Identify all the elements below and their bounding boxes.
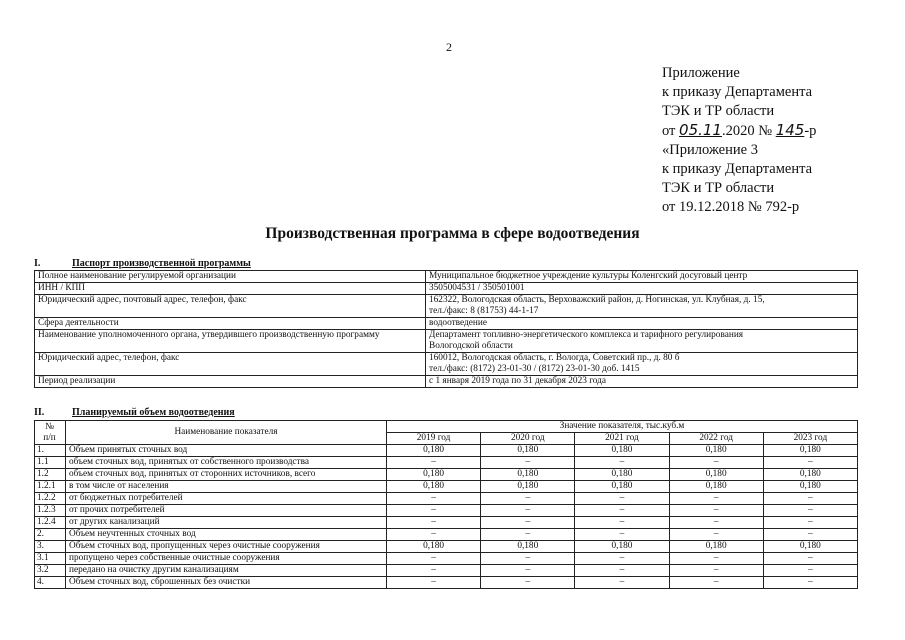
- row-value: 0,180: [575, 469, 669, 481]
- appendix-block: [662, 64, 816, 217]
- row-value: –: [763, 553, 857, 565]
- row-value: –: [575, 565, 669, 577]
- volume-table: [34, 420, 858, 589]
- row-value: 0,180: [481, 469, 575, 481]
- row-number: 3.2: [35, 565, 66, 577]
- passport-value: [426, 271, 858, 283]
- row-value: –: [763, 517, 857, 529]
- number-suffix: -р: [804, 123, 817, 139]
- row-value: –: [763, 565, 857, 577]
- appendix-line: ТЭК и ТР области: [662, 180, 775, 196]
- passport-value: [426, 353, 858, 376]
- handwritten-date: 05.11: [679, 121, 722, 139]
- row-value: 0,180: [763, 469, 857, 481]
- row-number: 3.: [35, 541, 66, 553]
- passport-label: Юридический адрес, телефон, факс: [35, 353, 426, 376]
- row-value: 0,180: [575, 481, 669, 493]
- header-year: 2023 год: [763, 433, 857, 445]
- row-value: 0,180: [575, 445, 669, 457]
- row-name: от бюджетных потребителей: [66, 493, 387, 505]
- passport-label: Сфера деятельности: [35, 318, 426, 330]
- row-value: –: [575, 457, 669, 469]
- passport-row: [35, 295, 858, 318]
- row-name: передано на очистку другим канализациям: [66, 565, 387, 577]
- passport-row: [35, 330, 858, 353]
- row-value: –: [669, 505, 763, 517]
- volume-row: [35, 469, 858, 481]
- row-number: 1.: [35, 445, 66, 457]
- section-number: I.: [34, 258, 41, 269]
- row-value: 0,180: [387, 469, 481, 481]
- appendix-line: ТЭК и ТР области: [662, 103, 775, 119]
- appendix-line: к приказу Департамента: [662, 161, 813, 177]
- passport-value-line: Муниципальное бюджетное учреждение культуры Коленгский досуговый центр: [429, 271, 748, 281]
- row-value: 0,180: [763, 445, 857, 457]
- section-title: Паспорт производственной программы: [72, 258, 251, 269]
- row-value: –: [481, 505, 575, 517]
- row-name: Объем неучтенных сточных вод: [66, 529, 387, 541]
- header-number: [35, 421, 66, 445]
- row-value: 0,180: [575, 541, 669, 553]
- row-number: 4.: [35, 577, 66, 589]
- passport-row: [35, 318, 858, 330]
- passport-value-line: тел./факс: 8 (81753) 44-1-17: [429, 306, 539, 316]
- volume-row: [35, 445, 858, 457]
- row-value: –: [669, 565, 763, 577]
- passport-value: [426, 283, 858, 295]
- row-value: –: [575, 553, 669, 565]
- row-number: 1.2: [35, 469, 66, 481]
- passport-value: [426, 376, 858, 388]
- row-value: 0,180: [387, 481, 481, 493]
- row-name: пропущено через собственные очистные сооружения: [66, 553, 387, 565]
- row-number: 1.1: [35, 457, 66, 469]
- row-number: 1.2.4: [35, 517, 66, 529]
- row-number: 1.2.3: [35, 505, 66, 517]
- row-value: 0,180: [669, 445, 763, 457]
- row-value: –: [387, 577, 481, 589]
- row-value: –: [481, 517, 575, 529]
- row-value: –: [387, 493, 481, 505]
- section-number: II.: [34, 407, 45, 418]
- row-value: –: [669, 517, 763, 529]
- section-2-heading: [34, 407, 235, 418]
- row-number: 2.: [35, 529, 66, 541]
- appendix-date-line: [662, 121, 816, 141]
- row-value: –: [387, 529, 481, 541]
- header-year: 2020 год: [481, 433, 575, 445]
- row-value: –: [481, 493, 575, 505]
- passport-row: [35, 283, 858, 295]
- header-number-line: п/п: [43, 432, 56, 443]
- row-value: –: [575, 517, 669, 529]
- row-number: 1.2.1: [35, 481, 66, 493]
- row-name: в том числе от населения: [66, 481, 387, 493]
- section-1-heading: [34, 258, 251, 269]
- row-value: –: [669, 553, 763, 565]
- row-value: 0,180: [669, 541, 763, 553]
- passport-value-line: 160012, Вологодская область, г. Вологда, Советский пр., д. 80 б: [429, 353, 680, 363]
- row-name: объем сточных вод, принятых от собственного производства: [66, 457, 387, 469]
- row-value: 0,180: [669, 481, 763, 493]
- row-value: –: [481, 565, 575, 577]
- passport-label: Полное наименование регулируемой организации: [35, 271, 426, 283]
- row-value: 0,180: [763, 541, 857, 553]
- passport-value-line: Вологодской области: [429, 341, 513, 351]
- row-value: –: [763, 457, 857, 469]
- passport-table: [34, 270, 858, 388]
- passport-row: [35, 376, 858, 388]
- header-values-title: Значение показателя, тыс.куб.м: [387, 421, 858, 433]
- handwritten-number: 145: [775, 121, 805, 139]
- row-name: Объем сточных вод, сброшенных без очистки: [66, 577, 387, 589]
- row-value: –: [481, 577, 575, 589]
- row-value: –: [387, 505, 481, 517]
- row-value: –: [763, 529, 857, 541]
- passport-label: ИНН / КПП: [35, 283, 426, 295]
- header-year: 2021 год: [575, 433, 669, 445]
- volume-row: [35, 505, 858, 517]
- row-value: 0,180: [481, 541, 575, 553]
- passport-value-line: Департамент топливно-энергетического комплекса и тарифного регулирования: [429, 330, 744, 340]
- row-value: –: [669, 529, 763, 541]
- row-value: –: [763, 493, 857, 505]
- row-value: 0,180: [763, 481, 857, 493]
- passport-label: Период реализации: [35, 376, 426, 388]
- row-name: Объем принятых сточных вод: [66, 445, 387, 457]
- header-number-line: №: [45, 421, 54, 432]
- row-number: 1.2.2: [35, 493, 66, 505]
- passport-value-line: 162322, Вологодская область, Верховажский район, д. Ногинская, ул. Клубная, д. 15,: [429, 295, 765, 305]
- row-value: –: [575, 505, 669, 517]
- row-value: –: [575, 529, 669, 541]
- row-value: –: [387, 565, 481, 577]
- volume-row: [35, 529, 858, 541]
- row-value: –: [575, 493, 669, 505]
- passport-label: Юридический адрес, почтовый адрес, телефон, факс: [35, 295, 426, 318]
- passport-value: [426, 318, 858, 330]
- page-number: 2: [446, 40, 452, 54]
- volume-row: [35, 553, 858, 565]
- row-name: объем сточных вод, принятых от сторонних источников, всего: [66, 469, 387, 481]
- row-number: 3.1: [35, 553, 66, 565]
- row-value: 0,180: [481, 445, 575, 457]
- row-value: –: [669, 457, 763, 469]
- volume-row: [35, 517, 858, 529]
- row-value: –: [481, 529, 575, 541]
- row-value: –: [575, 577, 669, 589]
- row-name: от других канализаций: [66, 517, 387, 529]
- row-value: 0,180: [669, 469, 763, 481]
- header-year: 2022 год: [669, 433, 763, 445]
- passport-value-line: с 1 января 2019 года по 31 декабря 2023 года: [429, 376, 607, 386]
- row-value: –: [669, 577, 763, 589]
- passport-value-line: тел./факс: (8172) 23-01-30 / (8172) 23-01-30 доб. 1415: [429, 364, 640, 374]
- row-value: –: [387, 517, 481, 529]
- volume-row: [35, 577, 858, 589]
- volume-row: [35, 481, 858, 493]
- row-value: –: [763, 577, 857, 589]
- row-value: –: [763, 505, 857, 517]
- header-year: 2019 год: [387, 433, 481, 445]
- volume-row: [35, 457, 858, 469]
- section-title: Планируемый объем водоотведения: [72, 407, 235, 418]
- row-value: 0,180: [387, 445, 481, 457]
- row-value: –: [481, 553, 575, 565]
- row-value: –: [387, 457, 481, 469]
- passport-row: [35, 271, 858, 283]
- passport-value-line: водоотведение: [429, 318, 487, 328]
- passport-value-line: 3505004531 / 350501001: [429, 283, 525, 293]
- appendix-line: от 19.12.2018 № 792-р: [662, 199, 800, 215]
- row-name: от прочих потребителей: [66, 505, 387, 517]
- row-name: Объем сточных вод, пропущенных через очистные сооружения: [66, 541, 387, 553]
- appendix-line: «Приложение 3: [662, 142, 758, 158]
- row-value: –: [387, 553, 481, 565]
- passport-row: [35, 353, 858, 376]
- header-name: Наименование показателя: [66, 421, 387, 445]
- appendix-line: Приложение: [662, 65, 740, 81]
- appendix-line: к приказу Департамента: [662, 84, 813, 100]
- row-value: 0,180: [387, 541, 481, 553]
- row-value: –: [669, 493, 763, 505]
- date-year: .2020 №: [721, 123, 776, 139]
- volume-row: [35, 565, 858, 577]
- passport-label: Наименование уполномоченного органа, утвердившего производственную программу: [35, 330, 426, 353]
- row-value: 0,180: [481, 481, 575, 493]
- passport-value: [426, 295, 858, 318]
- passport-value: [426, 330, 858, 353]
- document-title: Производственная программа в сфере водоотведения: [265, 225, 640, 242]
- row-value: –: [481, 457, 575, 469]
- volume-row: [35, 493, 858, 505]
- volume-row: [35, 541, 858, 553]
- date-prefix: от: [662, 123, 680, 139]
